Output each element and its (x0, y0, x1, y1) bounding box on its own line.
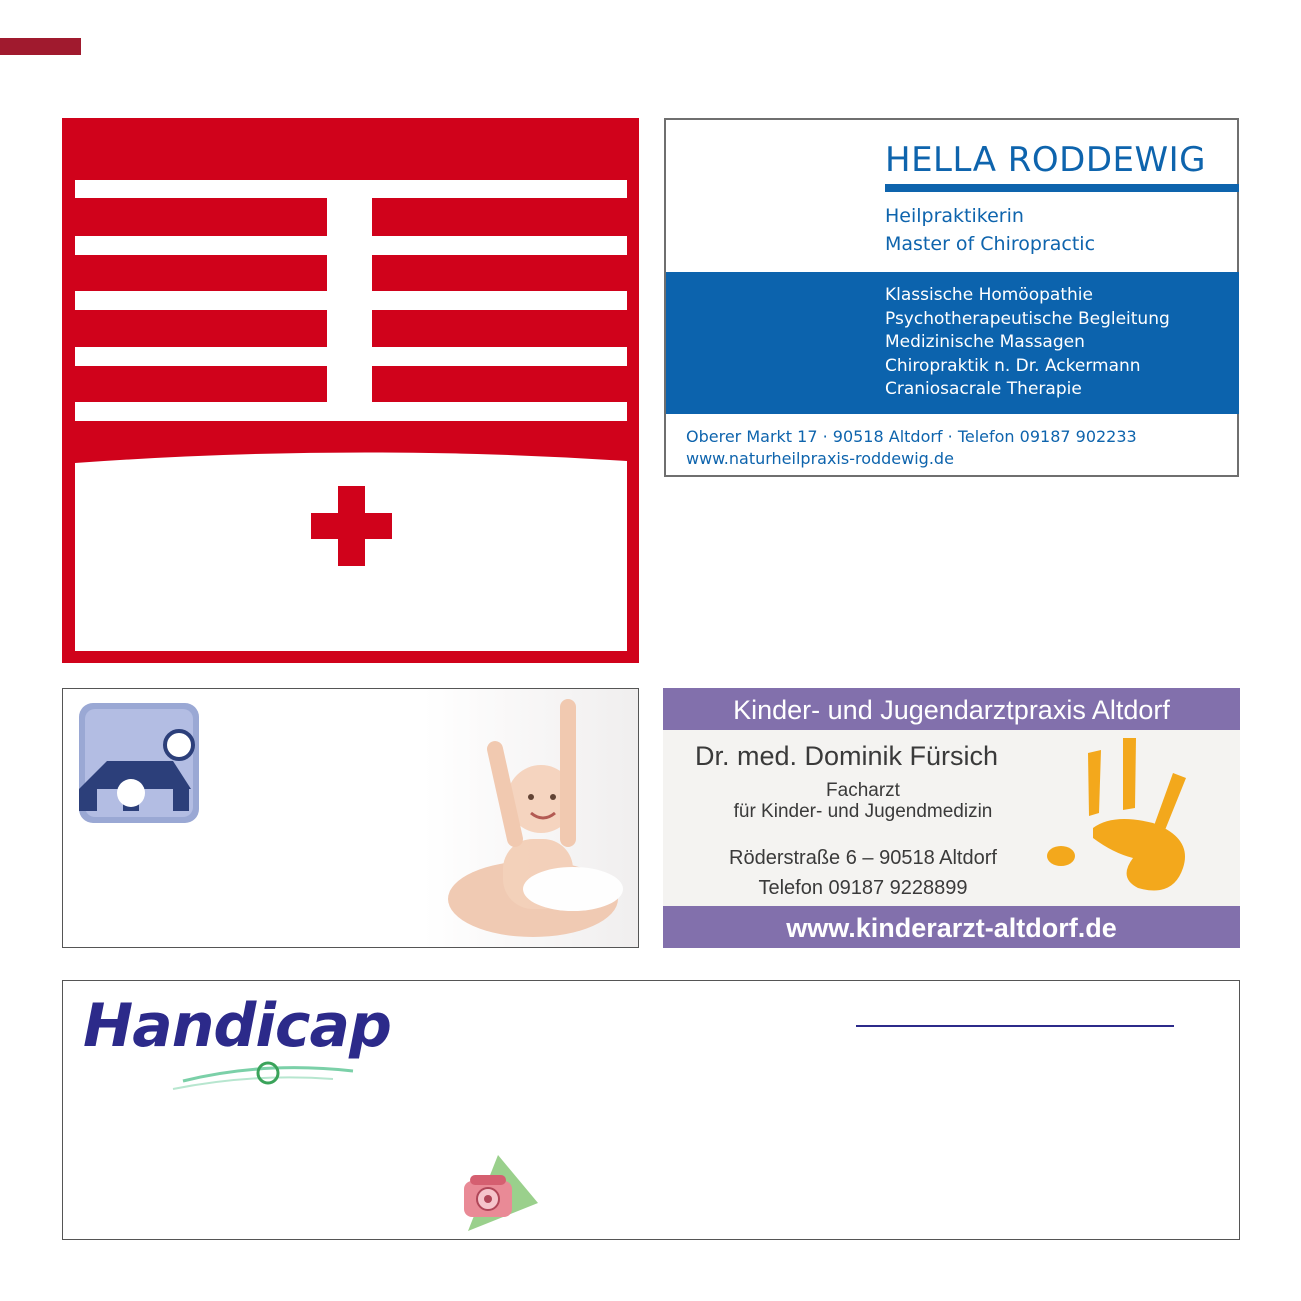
practice-website[interactable]: www.kinderarzt-altdorf.de (663, 906, 1240, 948)
top-accent-bar (0, 38, 81, 55)
specialty-line: für Kinder- und Jugendmedizin (733, 801, 993, 822)
practitioner-name: HELLA RODDEWIG (885, 140, 1207, 180)
title-line: Heilpraktikerin (885, 205, 1024, 227)
services-band (666, 272, 1239, 414)
handicap-ad (62, 980, 1240, 1240)
wheelchair-swoosh-icon (163, 1051, 363, 1096)
handicap-logo: Handicap (83, 991, 391, 1061)
specialty-line: Facharzt (826, 780, 900, 801)
phone-number: Telefon 09187 9228899 (758, 877, 968, 899)
hella-roddewig-card (664, 118, 1239, 477)
address-phone: Oberer Markt 17 · 90518 Altdorf · Telefon 09187 902233 (686, 427, 1137, 446)
pharmacy-logo-icon (62, 118, 639, 663)
service-item: Chiropraktik n. Dr. Ackermann (885, 355, 1141, 376)
title-line: Master of Chiropractic (885, 233, 1096, 255)
hand-print-icon (1043, 728, 1233, 903)
services-list (885, 284, 1170, 402)
divider-line (856, 1025, 1174, 1027)
physio-baby-ad (62, 688, 639, 948)
physio-logo-icon (79, 703, 199, 823)
service-item: Medizinische Massagen (885, 332, 1085, 352)
practice-header: Kinder- und Jugendarztpraxis Altdorf (663, 688, 1240, 730)
contact-info (686, 426, 1137, 470)
pharmacy-ad (62, 118, 639, 663)
doctor-specialty (693, 780, 1033, 822)
service-item: Psychotherapeutische Begleitung (885, 308, 1170, 329)
doctor-name: Dr. med. Dominik Fürsich (695, 741, 999, 771)
physio-ad-graphic (63, 689, 639, 948)
telephone-icon (458, 1153, 540, 1235)
name-underline (885, 184, 1239, 192)
service-item: Klassische Homöopathie (885, 285, 1093, 305)
website-link[interactable]: www.naturheilpraxis-roddewig.de (686, 449, 954, 468)
practice-address (693, 843, 1033, 903)
kinderarzt-ad (663, 688, 1240, 948)
practitioner-titles (885, 202, 1095, 258)
service-item: Craniosacrale Therapie (885, 379, 1082, 399)
street-address: Röderstraße 6 – 90518 Altdorf (729, 847, 997, 869)
